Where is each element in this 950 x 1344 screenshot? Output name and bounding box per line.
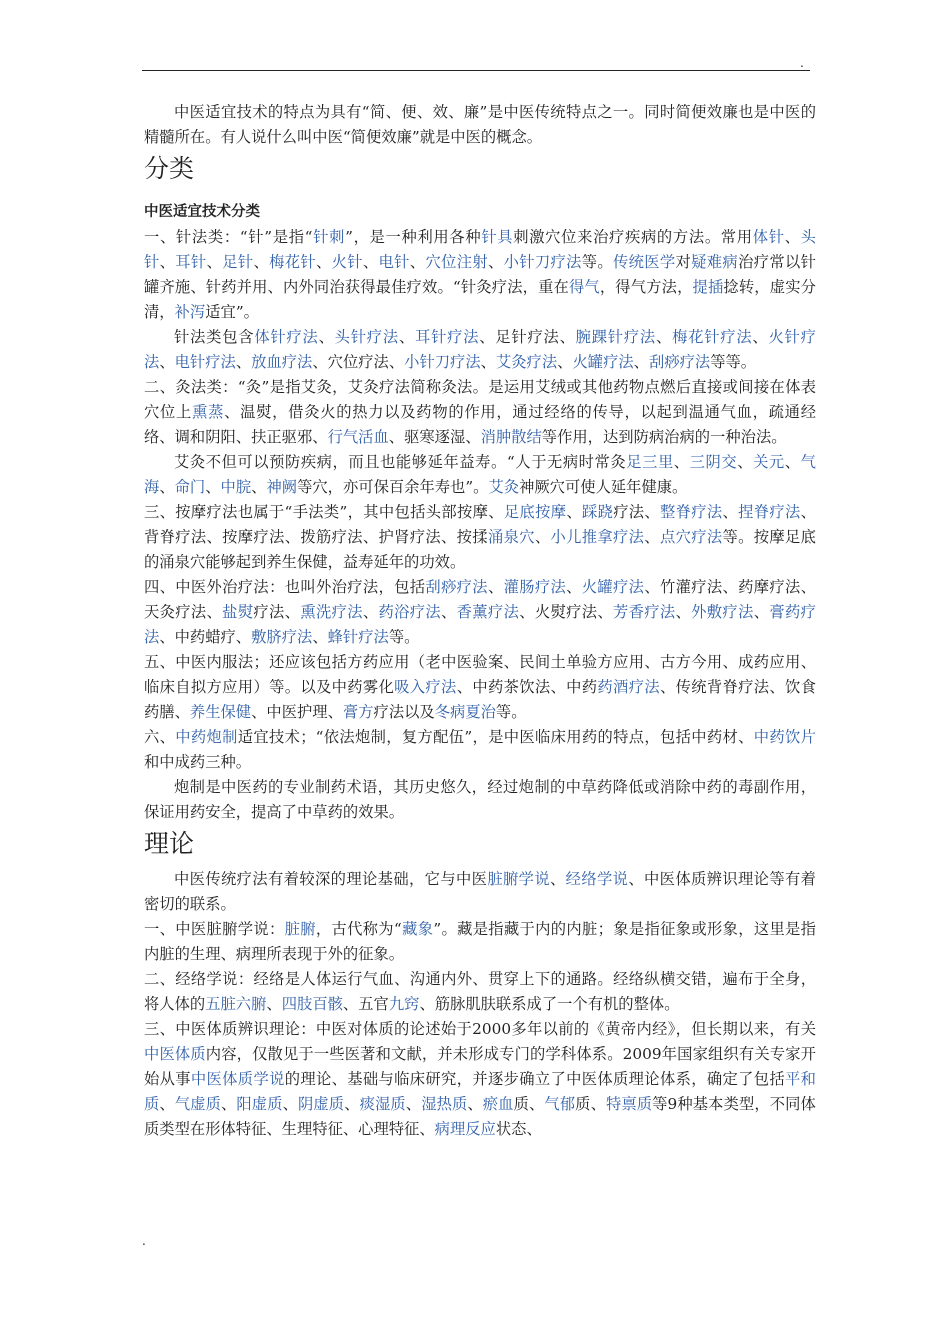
text-run: 质、 (513, 1095, 545, 1113)
term-link[interactable]: 敷脐疗法 (251, 628, 313, 646)
text-run: 、 (251, 478, 267, 496)
term-link[interactable]: 刮痧疗法 (425, 578, 488, 596)
text-run: 、 (315, 253, 332, 271)
term-link[interactable]: 艾灸 (488, 478, 520, 496)
text-run: 五、中医内服法；还应该包括方药应用（老中医验案、民间土单验方应用、古方今用、成药应用、临床自拟方应用）等。以及中药雾化 (144, 653, 816, 696)
text-run: 、 (221, 1095, 237, 1113)
term-link[interactable]: 平和质 (144, 1070, 816, 1113)
text-run: 、 (673, 453, 690, 471)
header-dot: . (800, 56, 804, 70)
term-link[interactable]: 盐熨 (222, 603, 254, 621)
term-link[interactable]: 针具 (481, 228, 514, 246)
text-run: 、 (159, 253, 176, 271)
text-run: 、 (487, 578, 504, 596)
term-link[interactable]: 神阙 (266, 478, 298, 496)
term-link[interactable]: 瘀血 (482, 1095, 514, 1113)
text-run: 质、 (575, 1095, 606, 1113)
term-link[interactable]: 整脊疗法 (660, 503, 723, 521)
term-link[interactable]: 蜂针疗法 (327, 628, 389, 646)
term-link[interactable]: 火针 (331, 253, 363, 271)
text-run: 、 (752, 328, 769, 346)
term-link[interactable]: 藏象 (401, 920, 434, 938)
text-run: 捻转，虚实分清， (144, 278, 816, 321)
term-link[interactable]: 火罐疗法 (572, 353, 634, 371)
term-link[interactable]: 行气活血 (327, 428, 389, 446)
text-run: 等穴，亦可保百余年寿也”。 (297, 478, 489, 496)
term-link[interactable]: 踩跷 (581, 503, 614, 521)
term-link[interactable]: 电针 (378, 253, 410, 271)
term-link[interactable]: 外敷疗法 (691, 603, 754, 621)
text-run: 、 (480, 353, 496, 371)
text-run: 、足针疗法、 (479, 328, 576, 346)
term-link[interactable]: 五脏六腑 (205, 995, 267, 1013)
term-link[interactable]: 电针疗法 (174, 353, 236, 371)
paragraph-internal-medicine (144, 650, 816, 725)
text-run: 、穴位疗法、 (312, 353, 405, 371)
text-run: 、 (784, 228, 801, 246)
term-link[interactable]: 提插 (692, 278, 724, 296)
text-run: 、背脊疗法、按摩疗法、拨筋疗法、护肾疗法、按揉 (144, 503, 816, 546)
term-link[interactable]: 中医体质 (144, 1045, 206, 1063)
text-run: 、 (206, 253, 223, 271)
term-link[interactable]: 九窍 (388, 995, 420, 1013)
text-run: 、 (534, 528, 551, 546)
text-run: 、 (409, 253, 426, 271)
text-run: 等9种基本类型，不同体质类型在形体特征、生理特征、心理特征、 (144, 1095, 816, 1138)
term-link[interactable]: 冬病夏治 (434, 703, 496, 721)
term-link[interactable]: 小针刀疗法 (404, 353, 481, 371)
text-run: 、 (362, 603, 379, 621)
term-link[interactable]: 中药饮片 (753, 728, 816, 746)
text-run: 对 (675, 253, 692, 271)
term-link[interactable]: 中脘 (220, 478, 252, 496)
subheading-classification: 中医适宜技术分类 (144, 204, 260, 220)
term-link[interactable]: 耳针疗法 (415, 328, 480, 346)
text-run: 、传统背脊疗法、饮食药膳、 (144, 678, 816, 721)
term-link[interactable]: 气虚质 (174, 1095, 221, 1113)
paragraph-acupuncture (144, 225, 816, 325)
text-run: 、 (398, 328, 416, 346)
text-run: 、 (566, 578, 582, 596)
term-link[interactable]: 足三里 (626, 453, 674, 471)
text-run: ”，是一种利用各种 (345, 228, 482, 246)
text-run: 、 (266, 995, 282, 1013)
term-link[interactable]: 命门 (174, 478, 206, 496)
term-link[interactable]: 病理反应 (434, 1120, 496, 1138)
text-run: 、 (722, 503, 739, 521)
text-run: 、温熨，借灸火的热力以及药物的作用，通过经络的传导，以起到温通气血，疏通经络、调和阴阳、扶正驱邪、 (144, 403, 816, 446)
text-run: 、 (737, 453, 754, 471)
text-run: 、 (405, 1095, 422, 1113)
term-link[interactable]: 梅花针 (269, 253, 316, 271)
text-run: 三、按摩疗法也属于“手法类”，其中包括头部按摩、 (144, 503, 504, 521)
term-link[interactable]: 小儿推拿疗法 (550, 528, 645, 546)
term-link[interactable]: 针刺 (312, 228, 346, 246)
text-run: 、筋脉肌肤联系成了一个有机的整体。 (419, 995, 680, 1013)
text-run: 、 (159, 353, 175, 371)
term-link[interactable]: 养生保健 (189, 703, 252, 721)
header-rule (142, 70, 810, 71)
text-run: 疗法、 (613, 503, 661, 521)
text-run: 刺激穴位来治疗疾病的方法。常用 (513, 228, 753, 246)
text-run: 、驱寒逐湿、 (388, 428, 481, 446)
term-link[interactable]: 中医体质学说 (190, 1070, 285, 1088)
term-link[interactable]: 放血疗法 (251, 353, 313, 371)
text-run: 、 (159, 478, 175, 496)
text-run: 适宜”。 (205, 303, 259, 321)
text-run: 、中医体质辨识理论等有着密切的联系。 (144, 870, 816, 913)
term-link[interactable]: 熏洗疗法 (300, 603, 363, 621)
term-link[interactable]: 头针疗法 (334, 328, 399, 346)
text-run: 适宜技术；“依法炮制，复方配伍”，是中医临床用药的特点，包括中药材、 (237, 728, 754, 746)
text-run: 、 (644, 528, 660, 546)
text-run: 、 (753, 603, 770, 621)
paragraph-acupuncture-list (144, 325, 816, 375)
paragraph-meridian (144, 967, 816, 1017)
term-link[interactable]: 关元 (753, 453, 785, 471)
text-run: 、 (784, 453, 801, 471)
text-run: 、中药茶饮法、中药 (456, 678, 598, 696)
term-link[interactable]: 头针 (144, 228, 816, 271)
term-link[interactable]: 湿热质 (421, 1095, 468, 1113)
term-link[interactable]: 传统医学 (613, 253, 676, 271)
intro-paragraph: 中医适宜技术的特点为具有“简、便、效、廉”是中医传统特点之一。同时简便效廉也是中医的精髓所在。有人说什么叫中医“简便效廉”就是中医的概念。 (144, 103, 816, 146)
text-run: 状态、 (495, 1120, 542, 1138)
text-run: 治疗常以针罐齐施、针药并用、内外同治获得最佳疗效。“针灸疗法，重在 (144, 253, 816, 296)
term-link[interactable]: 特禀质 (605, 1095, 653, 1113)
paragraph-zangfu (144, 917, 816, 967)
paragraph-theory-intro (144, 867, 816, 917)
term-link[interactable]: 膏药疗法 (144, 603, 816, 646)
term-link[interactable]: 腕踝针疗法 (575, 328, 656, 346)
text-run: 等。按摩足底的涌泉穴能够起到养生保健，益寿延年的功效。 (144, 528, 816, 571)
text-run: 、 (441, 603, 457, 621)
text-run: ，得气方法， (599, 278, 693, 296)
text-run: 、中药蜡疗、 (159, 628, 252, 646)
text-run: 、 (344, 1095, 360, 1113)
paragraph-moxibustion (144, 375, 816, 450)
text-run: 炮制是中医药的专业制药术语，其历史悠久，经过炮制的中草药降低或消除中药的毒副作用，保证用药安全，提高了中草药的效果。 (144, 778, 816, 821)
text-run: 等。 (495, 703, 527, 721)
text-run: 二、经络学说：经络是人体运行气血、沟通内外、贯穿上下的通路。经络纵横交错，遍布于全身，将人体的 (144, 970, 816, 1013)
text-run: 针法类包含 (174, 328, 255, 346)
term-link[interactable]: 艾灸疗法 (495, 353, 558, 371)
section-heading-classification: 分类 (144, 154, 195, 183)
term-link[interactable]: 补泻 (174, 303, 206, 321)
term-link[interactable]: 吸入疗法 (394, 678, 457, 696)
text-run: 、 (656, 328, 673, 346)
term-link[interactable]: 足底按摩 (503, 503, 567, 521)
term-link[interactable]: 药浴疗法 (378, 603, 442, 621)
text-run: 、 (557, 353, 573, 371)
text-run: 、 (282, 1095, 298, 1113)
term-link[interactable]: 四肢百骸 (281, 995, 343, 1013)
term-link[interactable]: 芳香疗法 (613, 603, 676, 621)
text-run: 等作用，达到防病治病的一种治法。 (541, 428, 787, 446)
term-link[interactable]: 气郁 (544, 1095, 576, 1113)
term-link[interactable]: 穴位注射 (425, 253, 488, 271)
text-run: 三、中医体质辨识理论：中医对体质的论述始于2000多年以前的《黄帝内经》，但长期以来，有关 (144, 1020, 816, 1038)
term-link[interactable]: 药酒疗法 (597, 678, 660, 696)
term-link[interactable]: 痰湿质 (359, 1095, 406, 1113)
term-link[interactable]: 点穴疗法 (659, 528, 723, 546)
footer-dot: . (142, 1234, 146, 1248)
term-link[interactable]: 中药炮制 (175, 728, 238, 746)
text-run: 中医传统疗法有着较深的理论基础，它与中医 (174, 870, 488, 888)
section-heading-theory: 理论 (144, 829, 195, 858)
text-run: 等等。 (710, 353, 757, 371)
term-link[interactable]: 疑难病 (691, 253, 739, 271)
text-run: 四、中医外治疗法：也叫外治疗法，包括 (144, 578, 426, 596)
term-link[interactable]: 体针 (752, 228, 785, 246)
text-run: 、 (253, 253, 270, 271)
text-run: 、 (675, 603, 692, 621)
term-link[interactable]: 足针 (222, 253, 254, 271)
term-link[interactable]: 香薰疗法 (456, 603, 520, 621)
text-run: 、 (362, 253, 379, 271)
term-link[interactable]: 小针刀疗法 (503, 253, 582, 271)
text-run: 一、针法类：“针”是指“ (144, 228, 313, 246)
text-run: 疗法、 (253, 603, 301, 621)
paragraph-massage (144, 500, 816, 575)
text-run: ，古代称为“ (315, 920, 402, 938)
term-link[interactable]: 膏方 (342, 703, 374, 721)
text-run: 、 (318, 328, 335, 346)
text-run: 、火熨疗法、 (519, 603, 613, 621)
term-link[interactable]: 消肿散结 (480, 428, 542, 446)
term-link[interactable]: 梅花针疗法 (672, 328, 753, 346)
term-link[interactable]: 火针疗法 (144, 328, 816, 371)
paragraph-moxibustion-longevity (144, 450, 816, 500)
text-run: 和中成药三种。 (144, 753, 252, 771)
text-run: 、竹灌疗法、药摩疗法、天灸疗法、 (144, 578, 816, 621)
paragraph-constitution (144, 1017, 816, 1142)
text-run: 疗法以及 (373, 703, 435, 721)
term-link[interactable]: 得气 (568, 278, 600, 296)
paragraph-processing-detail (144, 775, 816, 825)
paragraph-external-therapy (144, 575, 816, 650)
term-link[interactable]: 阴虚质 (298, 1095, 345, 1113)
term-link[interactable]: 脏腑学说 (487, 870, 550, 888)
term-link[interactable]: 涌泉穴 (487, 528, 535, 546)
text-run: 、 (205, 478, 221, 496)
text-run: 、 (633, 353, 649, 371)
term-link[interactable]: 刮痧疗法 (648, 353, 711, 371)
term-link[interactable]: 气海 (144, 453, 816, 496)
text-run: 、 (159, 1095, 175, 1113)
text-run: 、中医护理、 (251, 703, 343, 721)
text-run: 、 (235, 353, 252, 371)
term-link[interactable]: 耳针 (175, 253, 207, 271)
paragraph-herb-processing (144, 725, 816, 775)
text-run: 六、 (144, 728, 176, 746)
text-run: 、 (566, 503, 582, 521)
term-link[interactable]: 火罐疗法 (581, 578, 645, 596)
term-link[interactable]: 体针疗法 (254, 328, 319, 346)
text-run: 、五官 (342, 995, 389, 1013)
term-link[interactable]: 阳虚质 (236, 1095, 283, 1113)
term-link[interactable]: 捏脊疗法 (738, 503, 801, 521)
text-run: 、 (312, 628, 328, 646)
text-run: 、 (467, 1095, 483, 1113)
term-link[interactable]: 经络学说 (565, 870, 629, 888)
text-run: 内容，仅散见于一些医著和文献，并未形成专门的学科体系。2009年国家组织有关专家开始从事 (144, 1045, 816, 1088)
text-run: 神厥穴可使人延年健康。 (519, 478, 688, 496)
text-run: 二、灸法类：“灸”是指艾灸，艾灸疗法简称灸法。是运用艾绒或其他药物点燃后直接或间接在体表穴位上 (144, 378, 816, 421)
term-link[interactable]: 灌肠疗法 (503, 578, 567, 596)
term-link[interactable]: 熏蒸 (192, 403, 225, 421)
text-run: 等。 (388, 628, 420, 646)
text-run: 的理论、基础与临床研究，并逐步确立了中医体质理论体系，确定了包括 (284, 1070, 786, 1088)
text-run: ”。藏是指藏于内的内脏；象是指征象或形象，这里是指内脏的生理、病理所表现于外的征象。 (144, 920, 816, 963)
term-link[interactable]: 三阴交 (689, 453, 738, 471)
term-link[interactable]: 脏腑 (284, 920, 316, 938)
text-run: 、 (550, 870, 566, 888)
text-run: 一、中医脏腑学说： (144, 920, 285, 938)
text-run: 、 (487, 253, 504, 271)
text-run: 等。 (581, 253, 614, 271)
document-body (144, 100, 816, 1142)
text-run: 艾灸不但可以预防疾病，而且也能够延年益寿。“人于无病时常灸 (174, 453, 627, 471)
